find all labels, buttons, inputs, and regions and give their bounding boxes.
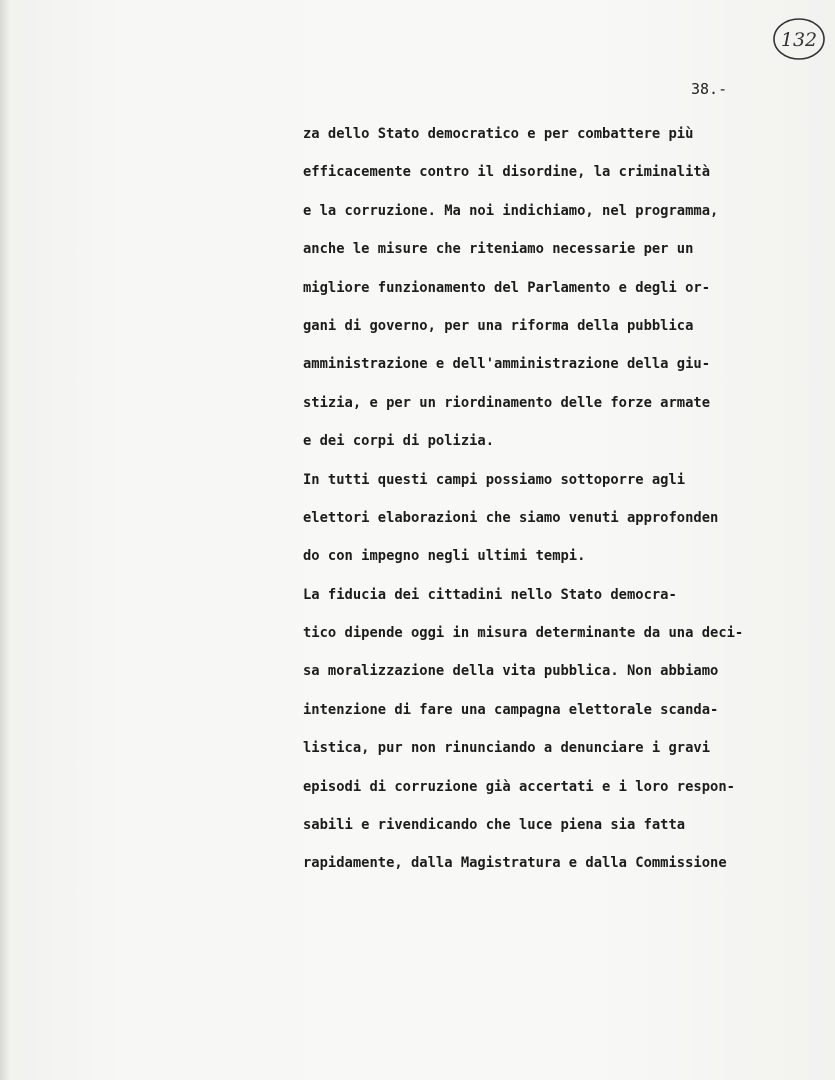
text-line: anche le misure che riteniamo necessarie per un: [303, 241, 694, 258]
text-line: In tutti questi campi possiamo sottoporre agli: [303, 471, 686, 488]
text-line: intenzione di fare una campagna elettorale scanda-: [303, 701, 719, 718]
text-line: sabili e rivendicando che luce piena sia fatta: [303, 817, 686, 834]
scan-edge-shadow: [0, 0, 10, 1080]
text-line: do con impegno negli ultimi tempi.: [303, 548, 586, 565]
body-text: [303, 115, 813, 883]
text-line: stizia, e per un riordinamento delle forze armate: [303, 394, 711, 411]
text-line: migliore funzionamento del Parlamento e degli or-: [303, 279, 711, 296]
archive-stamp-number: 132: [780, 29, 818, 51]
text-line: listica, pur non rinunciando a denunciare i gravi: [303, 740, 711, 757]
archive-stamp: [772, 16, 826, 62]
text-line: La fiducia dei cittadini nello Stato democra-: [303, 586, 677, 603]
text-line: e la corruzione. Ma noi indichiamo, nel programma,: [303, 202, 719, 219]
text-line: tico dipende oggi in misura determinante da una deci-: [303, 625, 744, 642]
text-line: episodi di corruzione già accertati e i loro respon-: [303, 778, 735, 795]
text-line: amministrazione e dell'amministrazione della giu-: [303, 356, 711, 373]
page-number: 38.-: [691, 80, 728, 98]
text-line: elettori elaborazioni che siamo venuti approfonden: [303, 509, 719, 526]
text-line: e dei corpi di polizia.: [303, 433, 495, 450]
text-line: za dello Stato democratico e per combattere più: [303, 126, 694, 142]
text-line: rapidamente, dalla Magistratura e dalla Commissione: [303, 855, 727, 872]
text-line: sa moralizzazione della vita pubblica. Non abbiamo: [303, 663, 719, 680]
text-line: efficacemente contro il disordine, la criminalità: [303, 164, 711, 181]
text-line: gani di governo, per una riforma della pubblica: [303, 317, 694, 334]
